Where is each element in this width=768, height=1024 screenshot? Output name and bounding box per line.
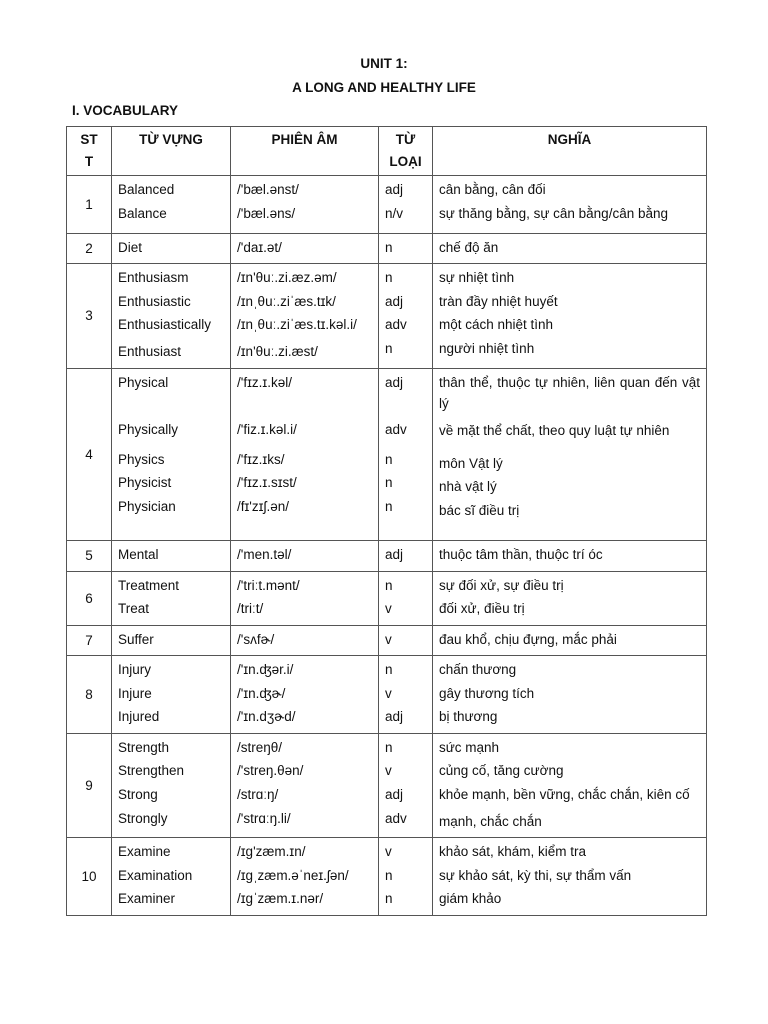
pronunciation: /'streŋ.θən/	[237, 763, 304, 778]
meaning-cell	[433, 264, 707, 369]
pronunciation: /triːt/	[237, 601, 264, 616]
row-number: 9	[67, 733, 112, 838]
vocab-word: Strong	[118, 786, 158, 802]
meaning-cell	[433, 541, 707, 572]
meaning-cell	[433, 571, 707, 625]
row-number: 5	[67, 541, 112, 572]
part-of-speech: adv	[385, 317, 407, 332]
vocab-word: Suffer	[118, 631, 154, 647]
meaning-cell	[433, 733, 707, 838]
column-header-ipa: PHIÊN ÂM	[231, 127, 379, 176]
vocab-word: Enthusiastic	[118, 293, 191, 309]
pronunciation: /'ɪn.dʒɚd/	[237, 709, 296, 724]
meaning-cell	[433, 625, 707, 656]
vocab-word-cell	[112, 625, 231, 656]
part-of-speech: n	[385, 577, 393, 593]
vocab-word: Physical	[118, 374, 169, 390]
part-of-speech: v	[385, 601, 392, 616]
part-of-speech: n	[385, 341, 393, 356]
pronunciation-cell	[231, 656, 379, 734]
meaning: khỏe mạnh, bền vững, chắc chắn, kiên cố	[439, 786, 690, 802]
meaning: một cách nhiệt tình	[439, 317, 554, 332]
part-of-speech: n	[385, 451, 393, 467]
meaning: chế độ ăn	[439, 239, 499, 255]
pronunciation: /'sʌfɚ/	[237, 631, 275, 647]
pronunciation: /'ɪn.ʤər.i/	[237, 662, 294, 677]
meaning: sự nhiệt tình	[439, 270, 515, 285]
meaning-cell	[433, 233, 707, 264]
table-row	[67, 541, 707, 572]
meaning: sự khảo sát, kỳ thi, sự thẩm vấn	[439, 867, 632, 883]
part-of-speech: n	[385, 270, 393, 285]
pronunciation: /ɪnˌθuː.ziˈæs.tɪk/	[237, 293, 336, 309]
vocab-word: Strength	[118, 739, 170, 755]
meaning: người nhiệt tình	[439, 341, 535, 356]
part-of-speech: n	[385, 662, 393, 677]
pronunciation: /'strɑːŋ.li/	[237, 810, 291, 826]
part-of-speech-cell	[379, 838, 433, 916]
pronunciation: /streŋθ/	[237, 739, 283, 755]
pronunciation: /'bæl.əns/	[237, 205, 296, 221]
meaning: tràn đầy nhiệt huyết	[439, 293, 558, 309]
vocab-word: Balanced	[118, 182, 175, 197]
row-number: 4	[67, 368, 112, 541]
vocabulary-table	[66, 126, 707, 916]
vocab-word-cell	[112, 176, 231, 234]
vocab-word-cell	[112, 264, 231, 369]
unit-heading: UNIT 1:	[360, 56, 408, 71]
vocab-word-cell	[112, 541, 231, 572]
pronunciation-cell	[231, 571, 379, 625]
pronunciation: /'bæl.ənst/	[237, 182, 299, 197]
vocab-word: Injure	[118, 685, 152, 701]
meaning: sự đối xử, sự điều trị	[439, 577, 564, 593]
pronunciation: /ɪn'θuː.zi.æz.əm/	[237, 270, 337, 285]
vocab-word: Physics	[118, 451, 165, 467]
part-of-speech-cell	[379, 233, 433, 264]
part-of-speech: n	[385, 498, 393, 514]
meaning: thuộc tâm thần, thuộc trí óc	[439, 547, 603, 562]
meaning: cân bằng, cân đối	[439, 182, 546, 197]
pronunciation: /fɪ'zɪʃ.ən/	[237, 498, 289, 514]
row-number: 10	[67, 838, 112, 916]
table-row	[67, 176, 707, 234]
part-of-speech-cell	[379, 625, 433, 656]
pronunciation-cell	[231, 176, 379, 234]
vocab-word: Examination	[118, 867, 193, 883]
meaning: mạnh, chắc chắn	[439, 813, 542, 829]
row-number: 1	[67, 176, 112, 234]
pronunciation-cell	[231, 233, 379, 264]
pronunciation: /'daɪ.ət/	[237, 239, 282, 255]
vocab-word: Physically	[118, 421, 179, 437]
part-of-speech: adj	[385, 547, 404, 562]
vocab-word: Balance	[118, 205, 167, 221]
meaning: đối xử, điều trị	[439, 601, 525, 616]
meaning: gây thương tích	[439, 685, 535, 701]
vocab-word: Enthusiast	[118, 344, 182, 359]
column-header-stt: ST T	[67, 127, 112, 176]
pronunciation-cell	[231, 368, 379, 541]
meaning-cell	[433, 838, 707, 916]
pronunciation: /ɪg'zæm.ɪn/	[237, 844, 306, 859]
table-row	[67, 656, 707, 734]
meaning: khảo sát, khám, kiểm tra	[439, 844, 587, 859]
part-of-speech: adv	[385, 421, 407, 437]
meaning: về mặt thể chất, theo quy luật tự nhiên	[439, 422, 670, 438]
unit-title: A LONG AND HEALTHY LIFE	[292, 80, 476, 95]
pronunciation: /'fɪz.ɪks/	[237, 451, 285, 467]
vocab-word-cell	[112, 656, 231, 734]
vocab-word: Injury	[118, 662, 152, 677]
vocab-word: Strongly	[118, 810, 168, 826]
pronunciation: /ɪɡˌzæm.əˈneɪ.ʃən/	[237, 867, 349, 883]
vocab-word-cell	[112, 838, 231, 916]
vocab-word: Treat	[118, 601, 150, 616]
part-of-speech: n	[385, 891, 393, 906]
meaning: chấn thương	[439, 662, 517, 677]
pronunciation: /'fiz.ɪ.kəl.i/	[237, 421, 297, 437]
table-row	[67, 233, 707, 264]
meaning: nhà vật lý	[439, 479, 497, 494]
pronunciation-cell	[231, 733, 379, 838]
part-of-speech: n/v	[385, 205, 404, 221]
pronunciation: /'ɪn.ʤɚ/	[237, 685, 286, 701]
part-of-speech: v	[385, 844, 392, 859]
row-number: 2	[67, 233, 112, 264]
part-of-speech: adj	[385, 786, 404, 802]
vocab-word: Enthusiastically	[118, 317, 212, 332]
part-of-speech: n	[385, 739, 393, 755]
part-of-speech-cell	[379, 368, 433, 541]
vocab-word-cell	[112, 733, 231, 838]
part-of-speech-cell	[379, 176, 433, 234]
meaning: bị thương	[439, 709, 498, 724]
part-of-speech: n	[385, 475, 393, 490]
part-of-speech: adj	[385, 182, 404, 197]
vocab-word: Examine	[118, 844, 171, 859]
vocab-word: Mental	[118, 547, 159, 562]
part-of-speech: adj	[385, 293, 404, 309]
part-of-speech: adj	[385, 374, 404, 390]
part-of-speech: adj	[385, 709, 404, 724]
vocab-word: Physician	[118, 498, 176, 514]
vocab-word: Enthusiasm	[118, 270, 189, 285]
pronunciation: /'fɪz.ɪ.kəl/	[237, 374, 292, 390]
part-of-speech: n	[385, 867, 393, 883]
part-of-speech-cell	[379, 541, 433, 572]
part-of-speech: v	[385, 763, 392, 778]
part-of-speech-cell	[379, 264, 433, 369]
vocab-word-cell	[112, 368, 231, 541]
column-header-pos: TỪ LOẠI	[379, 127, 433, 176]
part-of-speech: adv	[385, 810, 407, 826]
meaning: sức mạnh	[439, 739, 500, 755]
pronunciation-cell	[231, 264, 379, 369]
row-number: 8	[67, 656, 112, 734]
pronunciation: /ɪnˌθuː.ziˈæs.tɪ.kəl.i/	[237, 317, 357, 332]
part-of-speech: v	[385, 685, 392, 701]
part-of-speech-cell	[379, 571, 433, 625]
part-of-speech: v	[385, 631, 392, 647]
vocab-word-cell	[112, 571, 231, 625]
meaning: đau khổ, chịu đựng, mắc phải	[439, 631, 617, 647]
meaning: giám khảo	[439, 891, 502, 906]
vocab-word: Injured	[118, 709, 160, 724]
table-body	[67, 176, 707, 916]
pronunciation: /ɪn'θuː.zi.æst/	[237, 344, 318, 359]
pronunciation: /'triːt.mənt/	[237, 577, 300, 593]
meaning: củng cố, tăng cường	[439, 763, 564, 778]
pronunciation: /strɑːŋ/	[237, 786, 279, 802]
pronunciation-cell	[231, 838, 379, 916]
column-header-word: TỪ VỰNG	[112, 127, 231, 176]
table-row	[67, 625, 707, 656]
table-row	[67, 733, 707, 838]
pronunciation-cell	[231, 541, 379, 572]
vocab-word: Treatment	[118, 577, 180, 593]
meaning: môn Vật lý	[439, 455, 503, 471]
pronunciation: /'men.təl/	[237, 547, 292, 562]
vocab-word: Physicist	[118, 475, 172, 490]
part-of-speech: n	[385, 239, 393, 255]
pronunciation: /ɪgˈzæm.ɪ.nər/	[237, 891, 324, 906]
meaning-cell	[433, 176, 707, 234]
vocab-word: Diet	[118, 239, 143, 255]
table-row	[67, 571, 707, 625]
row-number: 7	[67, 625, 112, 656]
table-row	[67, 838, 707, 916]
meaning: sự thăng bằng, sự cân bằng/cân bằng	[439, 205, 668, 221]
row-number: 3	[67, 264, 112, 369]
pronunciation: /'fɪz.ɪ.sɪst/	[237, 475, 297, 490]
meaning: thân thể, thuộc tự nhiên, liên quan đến vật lý	[439, 374, 700, 411]
column-header-meaning: NGHĨA	[433, 127, 707, 176]
meaning-cell	[433, 656, 707, 734]
meaning: bác sĩ điều trị	[439, 502, 520, 518]
table-row	[67, 264, 707, 369]
table-header-row	[67, 127, 707, 176]
vocab-word-cell	[112, 233, 231, 264]
table-row	[67, 368, 707, 541]
vocab-word: Examiner	[118, 891, 176, 906]
meaning-cell	[433, 368, 707, 541]
pronunciation-cell	[231, 625, 379, 656]
section-heading: I. VOCABULARY	[72, 103, 179, 118]
vocab-word: Strengthen	[118, 763, 185, 778]
part-of-speech-cell	[379, 656, 433, 734]
row-number: 6	[67, 571, 112, 625]
part-of-speech-cell	[379, 733, 433, 838]
